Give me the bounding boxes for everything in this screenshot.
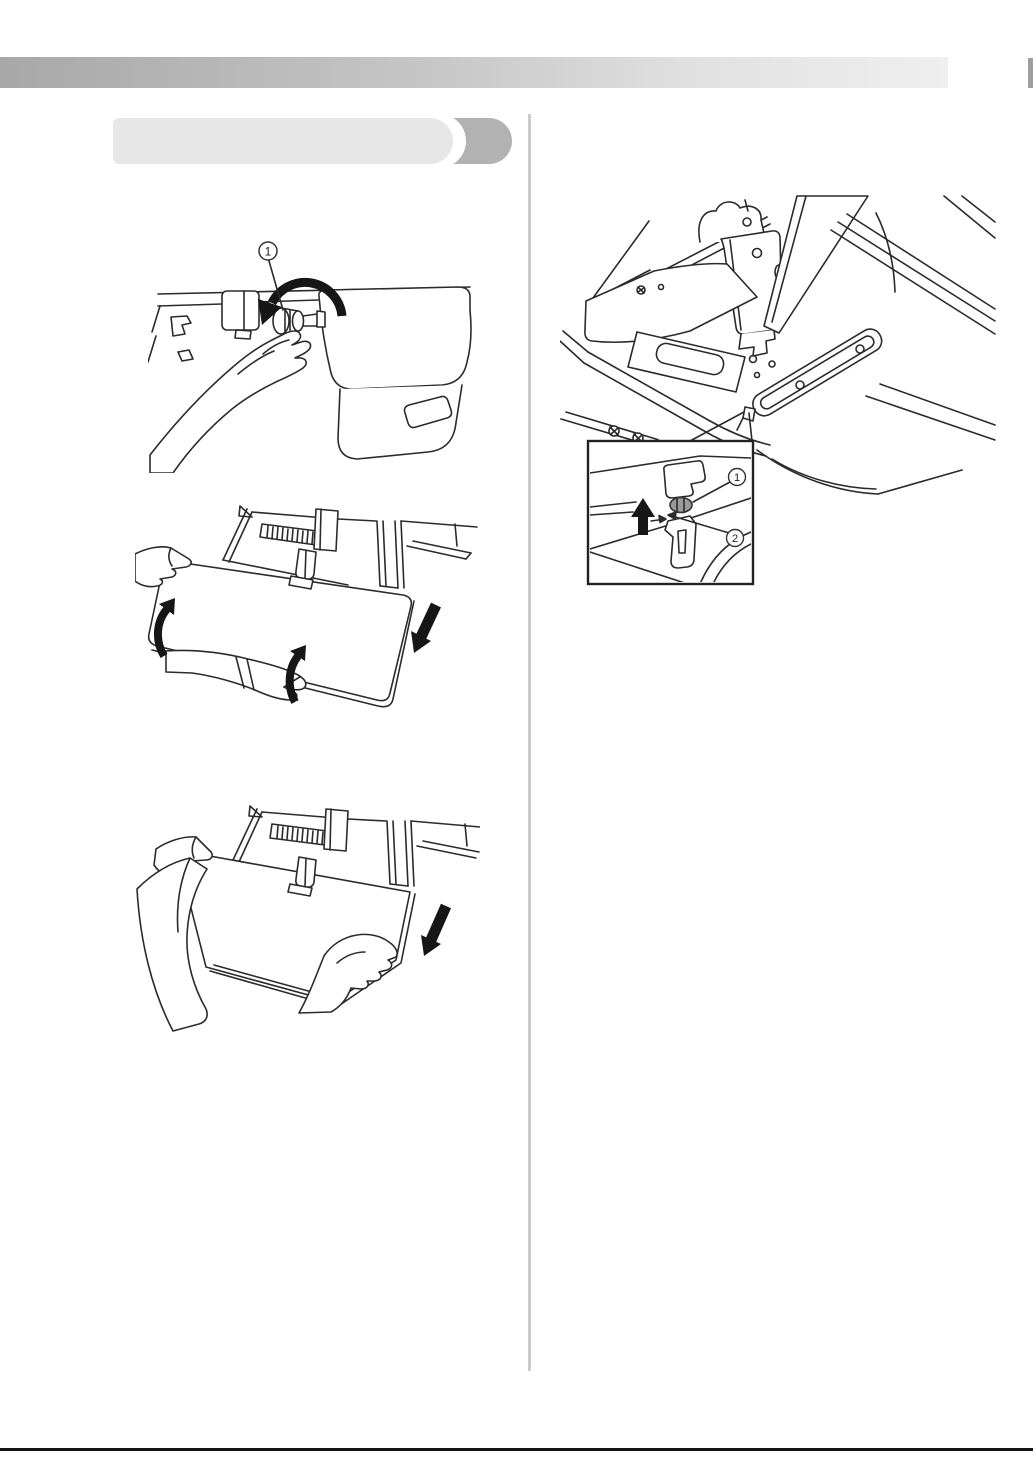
slide-arrow-icon: [421, 906, 446, 956]
callout-2-label: 2: [731, 533, 739, 545]
callout-1-marker: [729, 469, 746, 486]
figure-turn-knob: [148, 238, 473, 473]
page-edge-tab: [1028, 58, 1033, 88]
callout-1-label: 1: [733, 472, 741, 484]
slide-arrow-icon: [411, 605, 436, 653]
section-title-bar: [113, 118, 453, 164]
callout-1-label: 1: [264, 244, 272, 259]
figure-bed-detail: [560, 195, 1000, 593]
column-divider: [528, 114, 531, 1371]
magnifier-callout-box: [588, 441, 753, 588]
bottom-rule: [0, 1448, 1033, 1451]
hand-illustration: [150, 331, 311, 473]
header-gradient-bar: [0, 57, 948, 88]
figure-tilt-table: [135, 495, 480, 735]
figure-remove-table: [135, 790, 480, 1040]
presser-foot-overlay: [289, 549, 316, 589]
pin-part: [670, 498, 692, 513]
thumb-screw: [273, 308, 325, 334]
callout-2-marker: [727, 530, 744, 547]
